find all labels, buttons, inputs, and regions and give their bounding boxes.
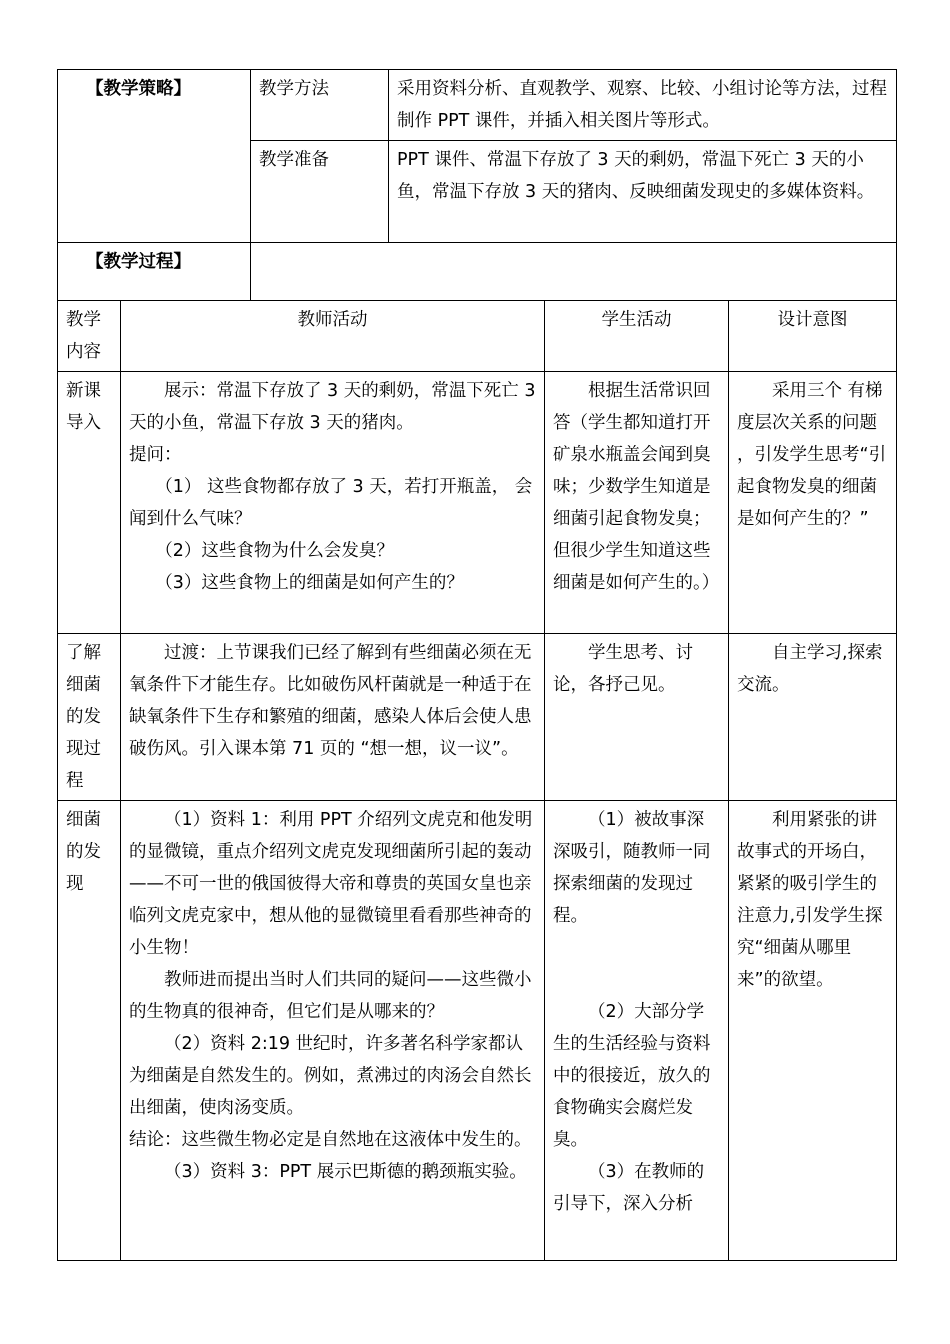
methods-label: 教学方法: [251, 70, 389, 141]
header-student: 学生活动: [545, 301, 729, 372]
row-design-history: 自主学习,探索交流。: [729, 634, 897, 801]
row-design-discovery: 利用紧张的讲故事式的开场白，紧紧的吸引学生的注意力,引发学生探究“细菌从哪里来”的欲望。: [729, 801, 897, 1261]
strategy-table: [57, 69, 897, 301]
header-design: 设计意图: [729, 301, 897, 372]
row-student-intro: 根据生活常识回答（学生都知道打开矿泉水瓶盖会闻到臭味；少数学生知道是细菌引起食物发臭；但很少学生知道这些细菌是如何产生的。）: [545, 372, 729, 634]
row-student-discovery: （1）被故事深深吸引，随教师一同探索细菌的发现过程。 （2）大部分学生的生活经验与资料中的很接近，放久的食物确实会腐烂发臭。 （3）在教师的引导下，深入分析: [545, 801, 729, 1261]
table-row: [58, 372, 897, 634]
row-student-history: 学生思考、讨论，各抒己见。: [545, 634, 729, 801]
table-row: [58, 801, 897, 1261]
header-teacher: 教师活动: [121, 301, 545, 372]
process-table: [57, 300, 897, 1261]
prep-text: PPT 课件、常温下存放了 3 天的剩奶，常温下死亡 3 天的小鱼，常温下存放 3 天的猪肉、反映细菌发现史的多媒体资料。: [389, 141, 897, 243]
strategy-label: 【教学策略】: [58, 70, 251, 243]
row-design-intro: 采用三个 有梯度层次关系的问题 ，引发学生思考“引起食物发臭的细菌是如何产生的？”: [729, 372, 897, 634]
table-row: [58, 634, 897, 801]
row-content-discovery: 细菌的发现: [58, 801, 121, 1261]
prep-label: 教学准备: [251, 141, 389, 243]
process-label: 【教学过程】: [58, 243, 251, 301]
row-content-history: 了解细菌的发现过程: [58, 634, 121, 801]
process-empty-cell: [251, 243, 897, 301]
lesson-plan-document: [57, 69, 896, 1261]
row-teacher-history: 过渡：上节课我们已经了解到有些细菌必须在无氧条件下才能生存。比如破伤风杆菌就是一种适于在缺氧条件下生存和繁殖的细菌，感染人体后会使人患破伤风。引入课本第 71 页的 “想一想，议一议”。: [121, 634, 545, 801]
row-teacher-intro: 展示：常温下存放了 3 天的剩奶，常温下死亡 3 天的小鱼，常温下存放 3 天的猪肉。 提问： （1） 这些食物都存放了 3 天，若打开瓶盖， 会闻到什么气味？ （2）这些食物为什么会发臭？ （3）这些食物上的细菌是如何产生的？: [121, 372, 545, 634]
row-teacher-discovery: （1）资料 1：利用 PPT 介绍列文虎克和他发明的显微镜，重点介绍列文虎克发现细菌所引起的轰动——不可一世的俄国彼得大帝和尊贵的英国女皇也亲临列文虎克家中，想从他的显微镜里看看那些神奇的小生物！ 教师进而提出当时人们共同的疑问——这些微小的生物真的很神奇，但它们是从哪来的？ （2）资料 2:19 世纪时，许多著名科学家都认为细菌是自然发生的。例如，煮沸过的肉汤会自然长出细菌，使肉汤变质。 结论：这些微生物必定是自然地在这液体中发生的。 （3）资料 3：PPT 展示巴斯德的鹅颈瓶实验。: [121, 801, 545, 1261]
methods-text: 采用资料分析、直观教学、观察、比较、小组讨论等方法，过程制作 PPT 课件，并插入相关图片等形式。: [389, 70, 897, 141]
header-content: 教学内容: [58, 301, 121, 372]
row-content-intro: 新课导入: [58, 372, 121, 634]
